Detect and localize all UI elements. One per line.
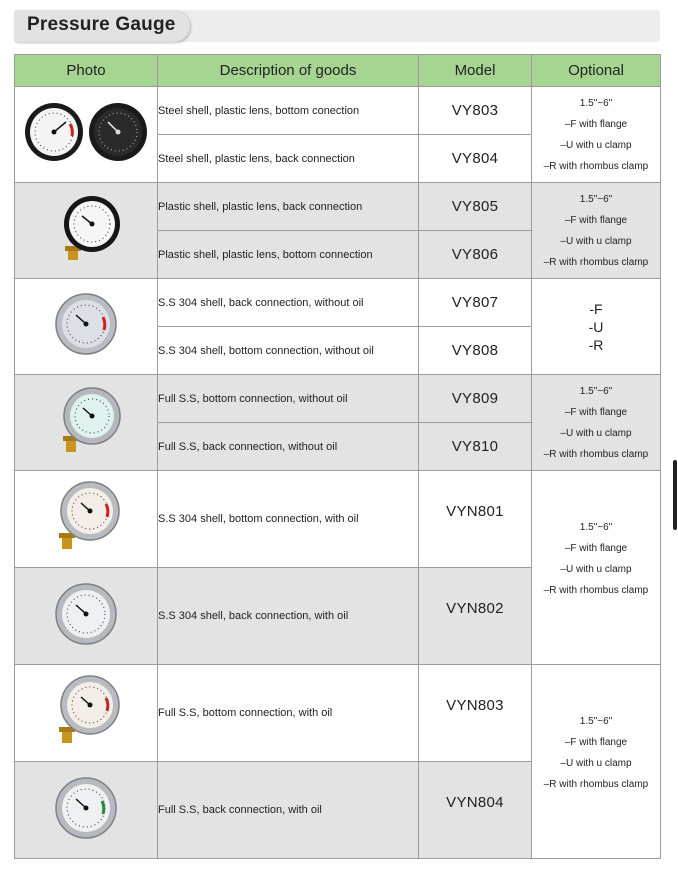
product-table [14, 54, 661, 859]
photo-plastic-gauge [15, 183, 158, 279]
description-cell: S.S 304 shell, back connection, with oil [158, 568, 419, 665]
table-row [15, 375, 661, 423]
model-cell: VYN801 [419, 471, 532, 568]
description-cell: Plastic shell, plastic lens, back connection [158, 183, 419, 231]
pressure-gauge-icon [46, 574, 126, 654]
optional-cell [532, 375, 661, 471]
description-cell: S.S 304 shell, back connection, without oil [158, 279, 419, 327]
description-cell: S.S 304 shell, bottom connection, without oil [158, 327, 419, 375]
description-cell: Full S.S, back connection, with oil [158, 762, 419, 859]
option-flange: –F with flange [564, 118, 628, 130]
option-size: 1.5"~6" [579, 97, 613, 109]
description-cell: Steel shell, plastic lens, back connection [158, 135, 419, 183]
pressure-gauge-icon [46, 477, 126, 557]
option-rhombus-clamp: –R with rhombus clamp [543, 256, 649, 268]
table-row [15, 87, 661, 135]
model-cell: VY809 [419, 375, 532, 423]
option-flange: –F with flange [564, 214, 628, 226]
pressure-gauge-icon [46, 284, 126, 364]
photo-full-ss-oil-gauge-back [15, 762, 158, 859]
page-title: Pressure Gauge [27, 14, 176, 35]
table-header-row [15, 55, 661, 87]
optional-cell [532, 471, 661, 665]
photo-full-ss-oil-gauge-bottom [15, 665, 158, 762]
option-u-clamp: –U with u clamp [560, 758, 632, 769]
model-cell: VY808 [419, 327, 532, 375]
page-edge-mark [673, 460, 677, 530]
model-cell: VY803 [419, 87, 532, 135]
option-rhombus-clamp: –R with rhombus clamp [543, 779, 649, 790]
option-rhombus-clamp: –R with rhombus clamp [543, 448, 649, 460]
pressure-gauge-icon [46, 188, 126, 268]
table-row [15, 665, 661, 762]
option-u-clamp: –U with u clamp [560, 139, 632, 151]
description-cell: S.S 304 shell, bottom connection, with oil [158, 471, 419, 568]
option-size: 1.5"~6" [579, 522, 613, 533]
optional-cell [532, 279, 661, 375]
model-cell: VYN802 [419, 568, 532, 665]
option-u-clamp: –U with u clamp [560, 564, 632, 575]
description-cell: Full S.S, back connection, without oil [158, 423, 419, 471]
option-u-clamp: –U with u clamp [560, 235, 632, 247]
photo-steel-gauges [15, 87, 158, 183]
option-flange: –F with flange [564, 543, 628, 554]
option-flange: –F with flange [564, 737, 628, 748]
table-row [15, 471, 661, 568]
header-model: Model [419, 55, 532, 87]
option-size: 1.5"~6" [579, 716, 613, 727]
option-size: 1.5"~6" [579, 385, 613, 397]
option-rhombus-clamp: –R with rhombus clamp [543, 585, 649, 596]
option-rhombus-clamp: –R with rhombus clamp [543, 160, 649, 172]
model-cell: VY804 [419, 135, 532, 183]
model-cell: VY806 [419, 231, 532, 279]
pressure-gauge-icon [46, 671, 126, 751]
description-cell: Full S.S, bottom connection, without oil [158, 375, 419, 423]
table-row [15, 183, 661, 231]
model-cell: VY807 [419, 279, 532, 327]
pressure-gauge-icon [18, 92, 154, 172]
table-row [15, 279, 661, 327]
description-cell: Full S.S, bottom connection, with oil [158, 665, 419, 762]
pressure-gauge-icon [46, 768, 126, 848]
model-cell: VY805 [419, 183, 532, 231]
header-photo: Photo [15, 55, 158, 87]
photo-ss-gauge [15, 279, 158, 375]
option-flange: -F [589, 300, 603, 317]
model-cell: VYN804 [419, 762, 532, 859]
option-u-clamp: –U with u clamp [560, 427, 632, 439]
description-cell: Plastic shell, plastic lens, bottom connection [158, 231, 419, 279]
option-rhombus-clamp: -R [588, 336, 604, 353]
model-cell: VYN803 [419, 665, 532, 762]
option-u-clamp: -U [588, 318, 604, 335]
optional-cell [532, 183, 661, 279]
optional-cell [532, 665, 661, 859]
photo-oil-gauge-back [15, 568, 158, 665]
header-optional: Optional [532, 55, 661, 87]
header-description: Description of goods [158, 55, 419, 87]
pressure-gauge-icon [46, 380, 126, 460]
photo-oil-gauge-bottom [15, 471, 158, 568]
description-cell: Steel shell, plastic lens, bottom conection [158, 87, 419, 135]
option-flange: –F with flange [564, 406, 628, 418]
photo-full-ss-gauge [15, 375, 158, 471]
optional-cell [532, 87, 661, 183]
model-cell: VY810 [419, 423, 532, 471]
option-size: 1.5"~6" [579, 193, 613, 205]
